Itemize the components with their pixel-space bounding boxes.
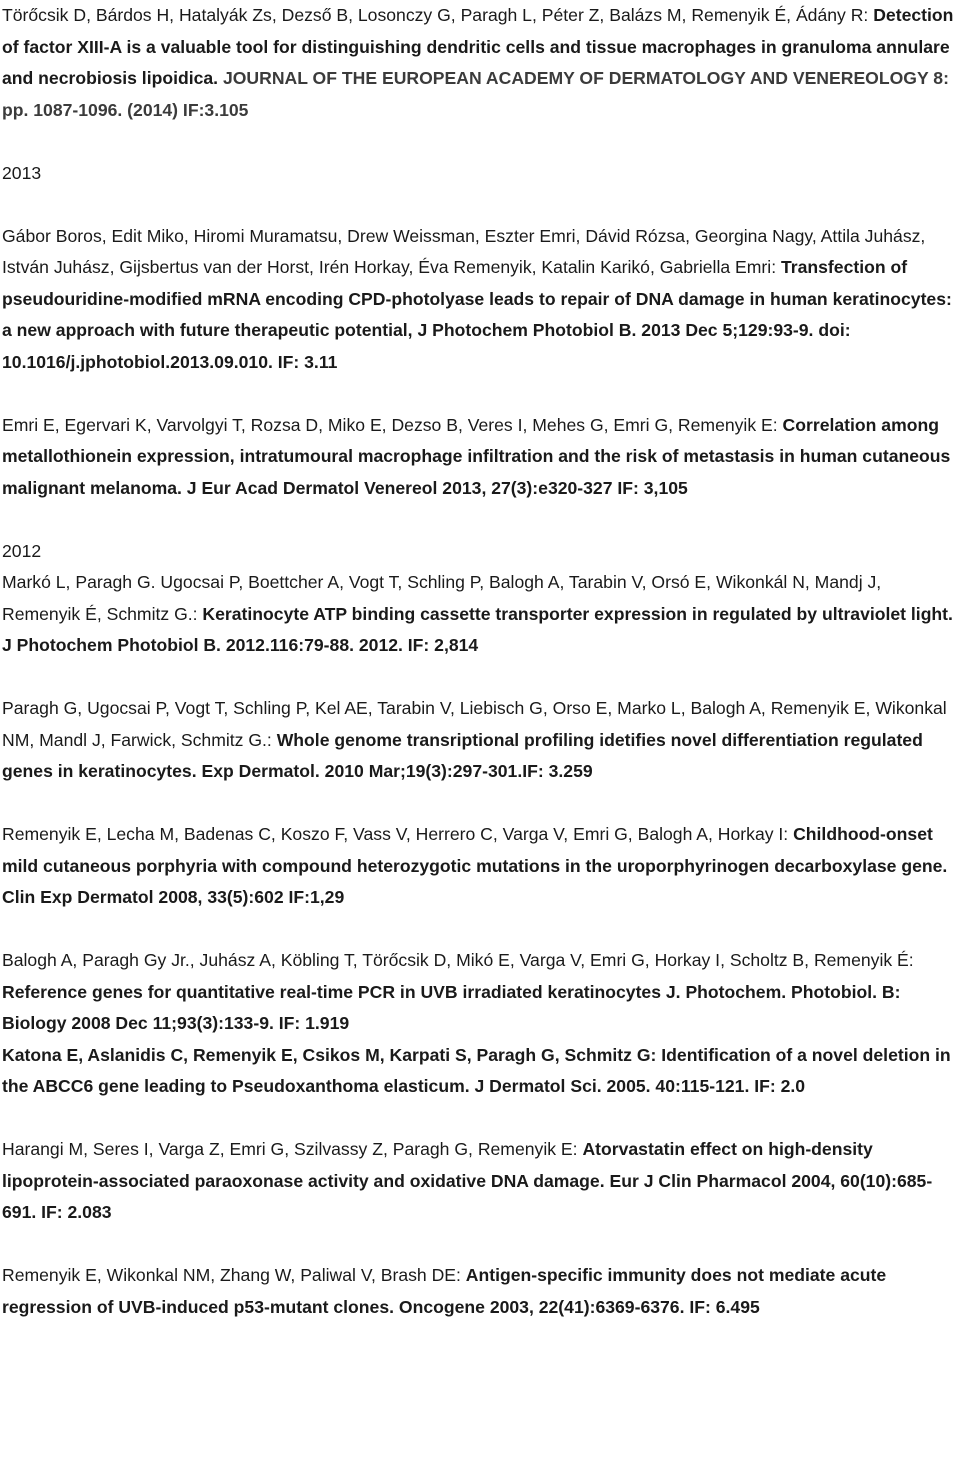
entry-title: Childhood-onset mild cutaneous porphyria with compound heterozygotic mutations in the uroporphyrinogen decarboxylase gene. Clin Exp Dermatol 2008, 33(5):602 IF:1,29	[2, 824, 948, 907]
entry-title: Whole genome transriptional profiling idetifies novel differentiation regulated genes in keratinocytes. Exp Dermatol. 2010 Mar;19(3):297-301.IF: 3.259	[2, 729, 923, 781]
entry-authors: Markó L, Paragh G. Ugocsai P, Boettcher A, Vogt T, Schling P, Balogh A, Tarabin V, Orsó E, Wikonkál N, Mandj J, Remenyik É, Schmitz G.:	[2, 572, 882, 624]
entry-title: Keratinocyte ATP binding cassette transporter expression in regulated by ultraviolet light. J Photochem Photobiol B. 2012.116:79-88. 2012. IF: 2,814	[2, 603, 953, 655]
year-heading-2012: 2012	[2, 540, 42, 561]
entry-title: Detection of factor XIII-A is a valuable tool for distinguishing dendritic cells and tissue macrophages in granuloma annulare and necrobiosis lipoidica.	[2, 5, 954, 88]
entry-authors: Harangi M, Seres I, Varga Z, Emri G, Szilvassy Z, Paragh G, Remenyik E:	[2, 1139, 583, 1159]
publication-entry	[2, 693, 958, 788]
publication-entry	[2, 221, 958, 379]
entry-authors: Balogh A, Paragh Gy Jr., Juhász A, Köbling T, Törőcsik D, Mikó E, Varga V, Emri G, Horkay I, Scholtz B, Remenyik É:	[2, 950, 914, 970]
entry-title: Katona E, Aslanidis C, Remenyik E, Csikos M, Karpati S, Paragh G, Schmitz G: Identification of a novel deletion in the ABCC6 gene leading to Pseudoxanthoma elasticum. J Dermatol Sci. 2005. 40:115-121. IF: 2.0	[2, 1044, 951, 1096]
entry-authors: Emri E, Egervari K, Varvolgyi T, Rozsa D, Miko E, Dezso B, Veres I, Mehes G, Emri G, Remenyik E:	[2, 414, 783, 435]
entry-authors: Törőcsik D, Bárdos H, Hatalyák Zs, Dezső B, Losonczy G, Paragh L, Péter Z, Balázs M, Remenyik É, Ádány R:	[2, 5, 874, 25]
year-heading-2013: 2013	[2, 162, 42, 183]
publication-entry	[2, 410, 958, 505]
publication-entry	[2, 0, 958, 126]
entry-title: Antigen-specific immunity does not mediate acute regression of UVB-induced p53-mutant clones. Oncogene 2003, 22(41):6369-6376. IF: 6.495	[2, 1265, 887, 1317]
entry-title: Reference genes for quantitative real-time PCR in UVB irradiated keratinocytes J. Photochem. Photobiol. B: Biology 2008 Dec 11;93(3):133-9. IF: 1.919	[2, 981, 901, 1033]
entry-title: Correlation among metallothionein expression, intratumoural macrophage infiltration and the risk of metastasis in human cutaneous malignant melanoma. J Eur Acad Dermatol Venereol 2013, 27(3):e320-327 IF: 3,105	[2, 414, 951, 498]
publication-entry	[2, 819, 958, 914]
publication-entry	[2, 1260, 958, 1323]
publication-entry	[2, 945, 958, 1040]
entry-title: Atorvastatin effect on high-density lipoprotein-associated paraoxonase activity and oxidative DNA damage. Eur J Clin Pharmacol 2004, 60(10):685-691. IF: 2.083	[2, 1139, 933, 1222]
entry-citation: JOURNAL OF THE EUROPEAN ACADEMY OF DERMATOLOGY AND VENEREOLOGY 8: pp. 1087-1096. (2014) IF:3.105	[2, 68, 949, 120]
publication-entry	[2, 1134, 958, 1229]
entry-authors: Gábor Boros, Edit Miko, Hiromi Muramatsu, Drew Weissman, Eszter Emri, Dávid Rózsa, Georgina Nagy, Attila Juhász, István Juhász, Gijsbertus van der Horst, Irén Horkay, Éva Remenyik, Katalin Karikó, Gabriella Emri:	[2, 225, 926, 277]
publication-list	[2, 0, 958, 1323]
entry-title: Transfection of pseudouridine-modified mRNA encoding CPD-photolyase leads to repair of DNA damage in human keratinocytes: a new approach with future therapeutic potential, J Photochem Photobiol B. 2013 Dec 5;129:93-9. doi: 10.1016/j.jphotobiol.2013.09.010. IF: 3.11	[2, 257, 952, 372]
publication-entry	[2, 567, 958, 662]
publication-entry	[2, 1040, 958, 1103]
entry-authors: Remenyik E, Lecha M, Badenas C, Koszo F, Vass V, Herrero C, Varga V, Emri G, Balogh A, Horkay I:	[2, 824, 794, 844]
entry-authors: Remenyik E, Wikonkal NM, Zhang W, Paliwal V, Brash DE:	[2, 1265, 466, 1285]
entry-authors: Paragh G, Ugocsai P, Vogt T, Schling P, Kel AE, Tarabin V, Liebisch G, Orso E, Marko L, Balogh A, Remenyik E, Wikonkal NM, Mandl J, Farwick, Schmitz G.:	[2, 698, 947, 750]
